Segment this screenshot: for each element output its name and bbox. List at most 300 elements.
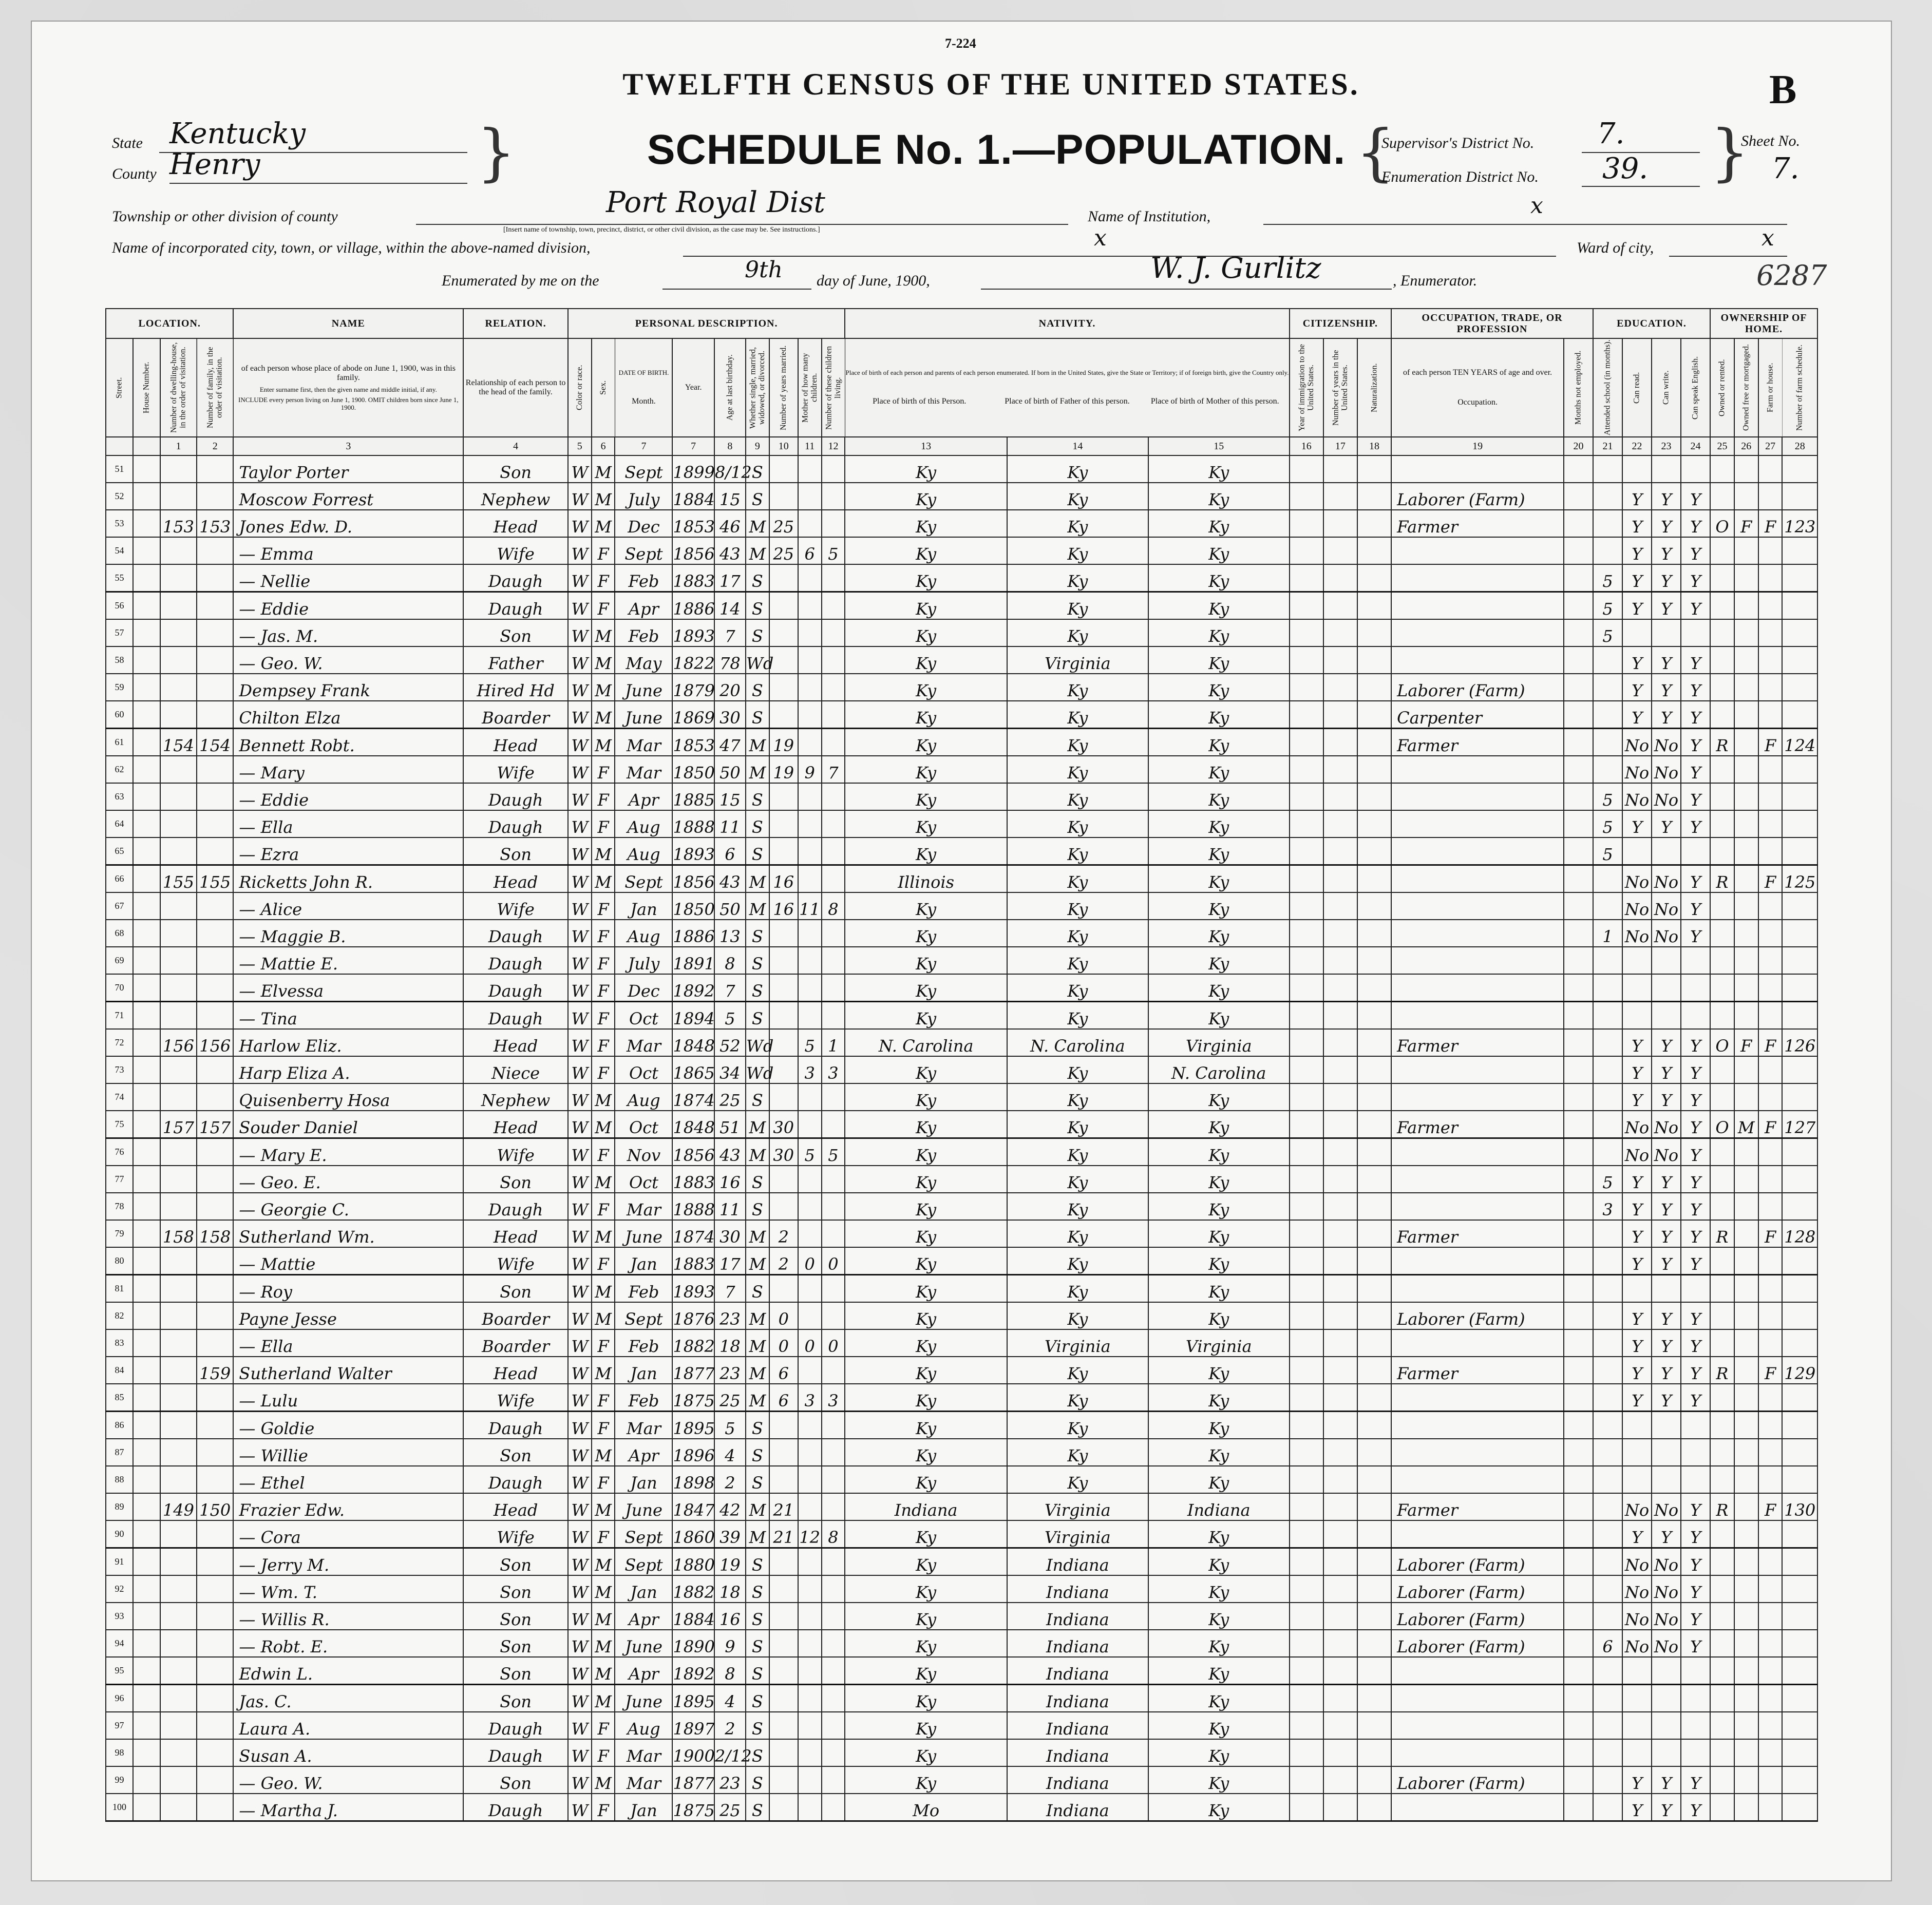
cell-sch (1593, 701, 1622, 729)
column-number: 21 (1593, 437, 1622, 455)
cell-rel: Wife (463, 1384, 568, 1412)
cell-own (1710, 1466, 1734, 1493)
cell-bp: Ky (845, 1412, 1007, 1439)
table-row (106, 537, 1817, 564)
cell-color: W (568, 865, 592, 893)
column-number: 15 (1148, 437, 1290, 455)
cell-occ (1391, 1739, 1564, 1766)
cell-cl (822, 1193, 845, 1220)
cell-mar: M (746, 1247, 769, 1275)
cell-cl (822, 1575, 845, 1603)
cell-year: 1850 (672, 892, 714, 920)
cell-sp: Y (1681, 564, 1710, 592)
cell-sch (1593, 1794, 1622, 1821)
cell-age: 8 (714, 947, 746, 974)
empty-cell (1323, 1520, 1357, 1548)
cell-fam (197, 619, 233, 646)
cell-mar: S (746, 1575, 769, 1603)
cell-color: W (568, 947, 592, 974)
cell-cl (822, 1166, 845, 1193)
cell-wr: Y (1652, 1083, 1681, 1111)
cell-rd: No (1622, 865, 1652, 893)
cell-occ: Laborer (Farm) (1391, 674, 1564, 701)
empty-cell (1357, 756, 1391, 783)
cell-rel: Boarder (463, 1302, 568, 1329)
line-number: 57 (106, 619, 133, 646)
cell-month: Apr (615, 783, 672, 810)
cell-ym (769, 1056, 798, 1083)
table-row (106, 564, 1817, 592)
cell-bp: Ky (845, 947, 1007, 974)
cell-rd (1622, 1466, 1652, 1493)
cell-wr: No (1652, 892, 1681, 920)
cell-sex: M (592, 1603, 615, 1630)
cell-own (1710, 1002, 1734, 1030)
cell-bp: Ky (845, 701, 1007, 729)
empty-cell (133, 783, 160, 810)
cell-occ: Laborer (Farm) (1391, 1548, 1564, 1576)
cell-rd: No (1622, 1138, 1652, 1166)
cell-name: Laura A. (233, 1712, 463, 1739)
cell-rd: No (1622, 1493, 1652, 1520)
county-value: Henry (169, 148, 260, 181)
empty-cell (1323, 756, 1357, 783)
cell-wr: Y (1652, 1520, 1681, 1548)
cell-rd: No (1622, 1575, 1652, 1603)
cell-mar: S (746, 1657, 769, 1685)
empty-cell (133, 1357, 160, 1384)
cell-name: — Goldie (233, 1412, 463, 1439)
empty-cell (1357, 1138, 1391, 1166)
cell-own (1710, 1630, 1734, 1657)
cell-month: Mar (615, 1193, 672, 1220)
cell-bp: Ky (845, 1138, 1007, 1166)
cell-mar: M (746, 1302, 769, 1329)
head-children-living: Number of these children living. (822, 338, 845, 437)
cell-month: June (615, 1630, 672, 1657)
cell-bm: Ky (1148, 592, 1290, 620)
cell-fam (197, 1193, 233, 1220)
cell-name: Ricketts John R. (233, 865, 463, 893)
cell-fr (1734, 564, 1758, 592)
cell-rd: Y (1622, 1329, 1652, 1357)
cell-fs (1782, 756, 1817, 783)
empty-cell (133, 1193, 160, 1220)
cell-month: Sept (615, 1302, 672, 1329)
cell-dw (160, 1439, 197, 1466)
cell-fh: F (1758, 1493, 1783, 1520)
cell-bm: Ky (1148, 1630, 1290, 1657)
cell-sch (1593, 1685, 1622, 1712)
cell-fs (1782, 1384, 1817, 1412)
empty-cell (1323, 837, 1357, 865)
empty-cell (1323, 783, 1357, 810)
cell-occ (1391, 837, 1564, 865)
column-number: 22 (1622, 437, 1652, 455)
cell-occ (1391, 1275, 1564, 1303)
line-number: 91 (106, 1548, 133, 1576)
cell-bp: Ky (845, 1548, 1007, 1576)
cell-cl (822, 510, 845, 537)
empty-cell (1323, 974, 1357, 1002)
cell-own (1710, 1083, 1734, 1111)
line-number: 98 (106, 1739, 133, 1766)
cell-fr (1734, 1357, 1758, 1384)
cell-dw (160, 619, 197, 646)
cell-rel: Nephew (463, 483, 568, 510)
line-number: 59 (106, 674, 133, 701)
empty-cell (1564, 564, 1593, 592)
cell-sch (1593, 1712, 1622, 1739)
cell-rd: Y (1622, 1247, 1652, 1275)
cell-sp (1681, 455, 1710, 483)
cell-fs (1782, 1466, 1817, 1493)
cell-own (1710, 1056, 1734, 1083)
cell-fh (1758, 1603, 1783, 1630)
head-name (233, 338, 463, 437)
cell-ym: 21 (769, 1520, 798, 1548)
cell-own (1710, 837, 1734, 865)
empty-cell (1564, 1657, 1593, 1685)
cell-fr (1734, 1794, 1758, 1821)
cell-month: Feb (615, 564, 672, 592)
cell-wr: Y (1652, 1247, 1681, 1275)
cell-cl: 5 (822, 1138, 845, 1166)
empty-cell (133, 1056, 160, 1083)
cell-fh (1758, 1056, 1783, 1083)
cell-dw: 155 (160, 865, 197, 893)
cell-fs (1782, 974, 1817, 1002)
empty-cell (1564, 1575, 1593, 1603)
cell-bp: Ky (845, 564, 1007, 592)
cell-ym (769, 1630, 798, 1657)
cell-bp: Ky (845, 920, 1007, 947)
cell-fh: F (1758, 865, 1783, 893)
cell-age: 23 (714, 1302, 746, 1329)
cell-sch (1593, 455, 1622, 483)
cell-sch (1593, 1439, 1622, 1466)
cell-wr: No (1652, 756, 1681, 783)
cell-own (1710, 947, 1734, 974)
cell-rd: Y (1622, 510, 1652, 537)
cell-fh: F (1758, 1357, 1783, 1384)
cell-cl (822, 1603, 845, 1630)
empty-cell (1357, 1166, 1391, 1193)
cell-dw (160, 1630, 197, 1657)
cell-rd (1622, 974, 1652, 1002)
line-number: 94 (106, 1630, 133, 1657)
cell-year: 1899 (672, 455, 714, 483)
cell-bp: Ky (845, 1630, 1007, 1657)
cell-bm: Ky (1148, 783, 1290, 810)
empty-cell (1290, 1439, 1323, 1466)
birth-person-label: Place of birth of this Person. (873, 397, 967, 406)
line-number: 53 (106, 510, 133, 537)
month-label: Month. (632, 397, 656, 406)
cell-age: 2/12 (714, 1739, 746, 1766)
table-row (106, 1548, 1817, 1576)
cell-fr (1734, 1630, 1758, 1657)
table-row (106, 1575, 1817, 1603)
cell-occ (1391, 1329, 1564, 1357)
empty-cell (1564, 810, 1593, 837)
cell-age: 30 (714, 701, 746, 729)
cell-bf: Ky (1007, 1439, 1148, 1466)
cell-sex: M (592, 1275, 615, 1303)
empty-cell (133, 701, 160, 729)
table-row (106, 729, 1817, 756)
cell-sch (1593, 729, 1622, 756)
cell-cl: 8 (822, 1520, 845, 1548)
cell-sex: F (592, 1247, 615, 1275)
cell-fam: 156 (197, 1029, 233, 1056)
cell-mar: M (746, 510, 769, 537)
cell-ym: 30 (769, 1111, 798, 1138)
cell-mo (798, 1712, 822, 1739)
cell-dw (160, 1575, 197, 1603)
cell-bf: Ky (1007, 1138, 1148, 1166)
head-sex: Sex. (592, 338, 615, 437)
cell-fs (1782, 619, 1817, 646)
column-number: 3 (233, 437, 463, 455)
empty-cell (1357, 1493, 1391, 1520)
empty-cell (1357, 1739, 1391, 1766)
cell-sp (1681, 837, 1710, 865)
empty-cell (1323, 947, 1357, 974)
cell-name: Dempsey Frank (233, 674, 463, 701)
cell-sex: M (592, 701, 615, 729)
empty-cell (133, 619, 160, 646)
cell-sp (1681, 1657, 1710, 1685)
head-year: Year. (672, 338, 714, 437)
cell-fh (1758, 892, 1783, 920)
table-row (106, 892, 1817, 920)
empty-cell (1290, 483, 1323, 510)
cell-ym: 19 (769, 729, 798, 756)
cell-mar: S (746, 1603, 769, 1630)
cell-bp: Ky (845, 592, 1007, 620)
empty-cell (1357, 1329, 1391, 1357)
empty-cell (1290, 1247, 1323, 1275)
cell-month: Jan (615, 1794, 672, 1821)
cell-bm: Ky (1148, 1548, 1290, 1576)
empty-cell (133, 1275, 160, 1303)
cell-bm: Ky (1148, 674, 1290, 701)
cell-age: 16 (714, 1603, 746, 1630)
head-nativity (845, 338, 1289, 437)
cell-age: 17 (714, 564, 746, 592)
cell-year: 1891 (672, 947, 714, 974)
cell-bf: Ky (1007, 483, 1148, 510)
cell-rd: Y (1622, 1083, 1652, 1111)
head-naturalization: Naturalization. (1357, 338, 1391, 437)
cell-sex: M (592, 1493, 615, 1520)
cell-bf: Ky (1007, 810, 1148, 837)
cell-ym: 6 (769, 1384, 798, 1412)
cell-mar: M (746, 1329, 769, 1357)
enumerated-prefix: Enumerated by me on the (442, 272, 599, 289)
cell-age: 2 (714, 1466, 746, 1493)
cell-own (1710, 1520, 1734, 1548)
cell-occ: Carpenter (1391, 701, 1564, 729)
cell-bm: Ky (1148, 729, 1290, 756)
cell-cl (822, 810, 845, 837)
cell-cl: 7 (822, 756, 845, 783)
cell-rel: Head (463, 1029, 568, 1056)
cell-occ (1391, 1138, 1564, 1166)
empty-cell (1290, 1166, 1323, 1193)
cell-dw (160, 892, 197, 920)
empty-cell (1323, 592, 1357, 620)
empty-cell (1290, 1111, 1323, 1138)
cell-rel: Son (463, 1548, 568, 1576)
cell-year: 1869 (672, 701, 714, 729)
cell-mo (798, 837, 822, 865)
cell-own (1710, 810, 1734, 837)
cell-fh (1758, 783, 1783, 810)
empty-cell (1323, 1111, 1357, 1138)
cell-fr (1734, 1603, 1758, 1630)
cell-color: W (568, 1329, 592, 1357)
cell-age: 13 (714, 920, 746, 947)
cell-occ: Farmer (1391, 1493, 1564, 1520)
cell-bp: Ky (845, 1166, 1007, 1193)
cell-color: W (568, 1357, 592, 1384)
cell-name: — Mary (233, 756, 463, 783)
empty-cell (1290, 1685, 1323, 1712)
cell-ym: 16 (769, 892, 798, 920)
cell-sex: M (592, 455, 615, 483)
table-row (106, 1083, 1817, 1111)
column-number: 16 (1290, 437, 1323, 455)
name-note1: Enter surname first, then the given name and middle initial, if any. (259, 386, 437, 394)
cell-bp: Ky (845, 837, 1007, 865)
cell-bm: Ky (1148, 1302, 1290, 1329)
cell-bp: Ky (845, 1002, 1007, 1030)
cell-fs (1782, 947, 1817, 974)
empty-cell (1564, 729, 1593, 756)
cell-month: Mar (615, 1029, 672, 1056)
cell-dw (160, 1302, 197, 1329)
cell-own (1710, 592, 1734, 620)
column-number: 10 (769, 437, 798, 455)
cell-fr (1734, 1439, 1758, 1466)
cell-dw (160, 1357, 197, 1384)
date-of-birth-label: DATE OF BIRTH. (618, 369, 669, 377)
cell-own (1710, 1603, 1734, 1630)
empty-cell (1357, 1794, 1391, 1821)
cell-dw (160, 1466, 197, 1493)
cell-bp: Ky (845, 974, 1007, 1002)
cell-mar: S (746, 1766, 769, 1794)
cell-name: Harp Eliza A. (233, 1056, 463, 1083)
cell-occ (1391, 810, 1564, 837)
empty-cell (1290, 1083, 1323, 1111)
head-years-married: Number of years married. (769, 338, 798, 437)
cell-color: W (568, 1029, 592, 1056)
table-row (106, 483, 1817, 510)
cell-rel: Son (463, 455, 568, 483)
cell-cl (822, 1357, 845, 1384)
empty-cell (133, 1412, 160, 1439)
cell-age: 16 (714, 1166, 746, 1193)
cell-fr (1734, 537, 1758, 564)
cell-sp: Y (1681, 592, 1710, 620)
empty-cell (1357, 729, 1391, 756)
cell-fr (1734, 920, 1758, 947)
column-number: 1 (160, 437, 197, 455)
cell-wr (1652, 1685, 1681, 1712)
cell-bf: Ky (1007, 1220, 1148, 1247)
cell-cl (822, 701, 845, 729)
cell-mo (798, 1657, 822, 1685)
cell-bm: Ky (1148, 1166, 1290, 1193)
cell-rd: Y (1622, 646, 1652, 674)
cell-bm: Ky (1148, 1439, 1290, 1466)
cell-year: 1890 (672, 1630, 714, 1657)
cell-age: 9 (714, 1630, 746, 1657)
cell-bf: Indiana (1007, 1766, 1148, 1794)
cell-age: 8 (714, 1657, 746, 1685)
cell-rel: Wife (463, 537, 568, 564)
empty-cell (1564, 1794, 1593, 1821)
line-number: 63 (106, 783, 133, 810)
cell-fr (1734, 646, 1758, 674)
cell-sex: F (592, 564, 615, 592)
table-row (106, 1029, 1817, 1056)
cell-sex: M (592, 1575, 615, 1603)
cell-fs (1782, 1520, 1817, 1548)
cell-mar: S (746, 1275, 769, 1303)
line-number: 83 (106, 1329, 133, 1357)
cell-sex: M (592, 1439, 615, 1466)
empty-cell (1323, 1712, 1357, 1739)
cell-sex: M (592, 1548, 615, 1576)
cell-fh (1758, 592, 1783, 620)
cell-bm: Ky (1148, 1520, 1290, 1548)
empty-cell (1564, 865, 1593, 893)
cell-dw: 157 (160, 1111, 197, 1138)
cell-fs: 129 (1782, 1357, 1817, 1384)
group-citizenship: CITIZENSHIP. (1290, 309, 1391, 338)
cell-rel: Daugh (463, 810, 568, 837)
cell-fs (1782, 701, 1817, 729)
cell-own (1710, 674, 1734, 701)
cell-age: 11 (714, 1193, 746, 1220)
cell-mar: M (746, 1111, 769, 1138)
cell-ym (769, 1657, 798, 1685)
cell-age: 15 (714, 783, 746, 810)
empty-cell (1357, 674, 1391, 701)
empty-cell (1564, 510, 1593, 537)
cell-fam (197, 837, 233, 865)
empty-cell (1323, 1138, 1357, 1166)
cell-bp: Ky (845, 1520, 1007, 1548)
empty-cell (1323, 1083, 1357, 1111)
cell-year: 1874 (672, 1083, 714, 1111)
cell-age: 43 (714, 865, 746, 893)
cell-dw: 153 (160, 510, 197, 537)
column-number: 20 (1564, 437, 1593, 455)
cell-month: Sept (615, 537, 672, 564)
cell-mar: S (746, 1630, 769, 1657)
cell-ym (769, 564, 798, 592)
empty-cell (1357, 1548, 1391, 1576)
cell-color: W (568, 564, 592, 592)
cell-occ: Farmer (1391, 1220, 1564, 1247)
cell-month: Apr (615, 592, 672, 620)
cell-rd: Y (1622, 483, 1652, 510)
